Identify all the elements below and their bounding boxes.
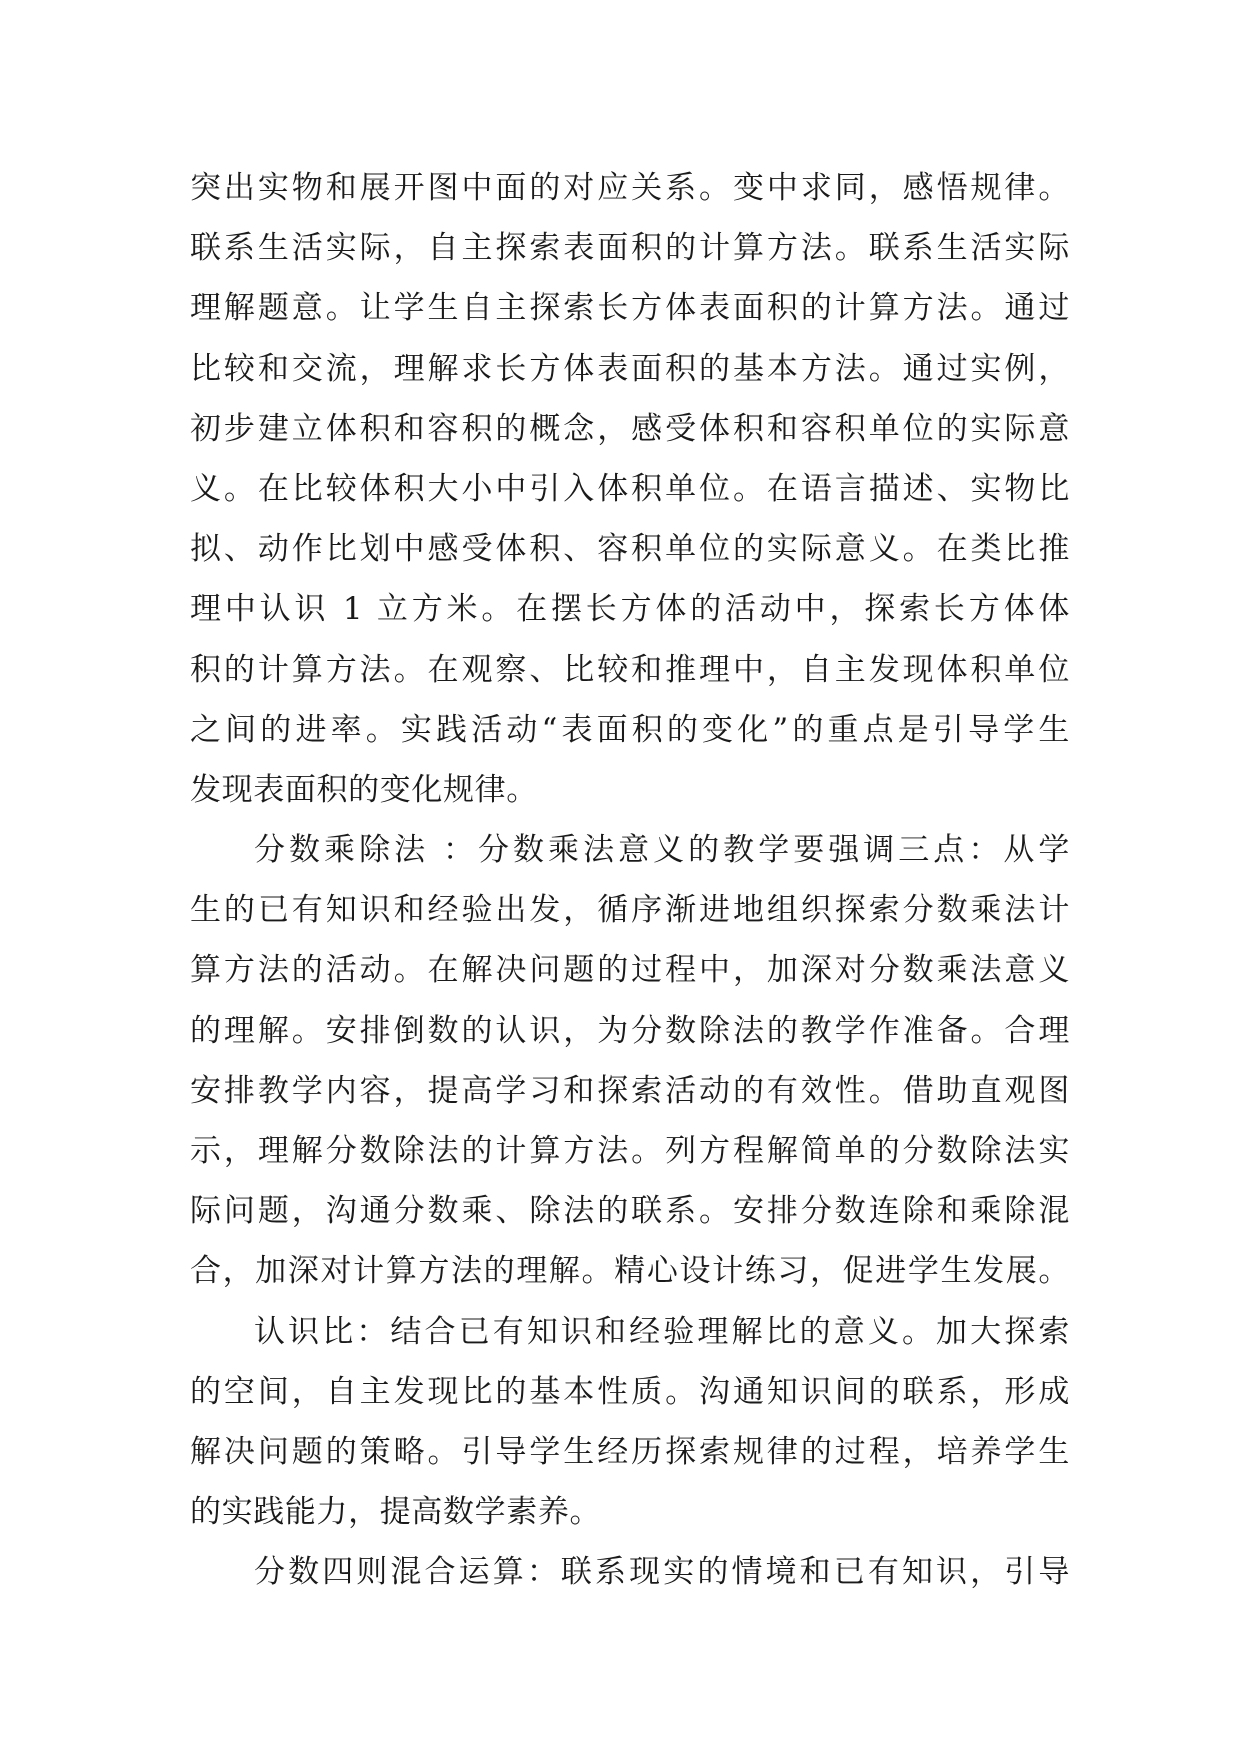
text-line: 初步建立体积和容积的概念，感受体积和容积单位的实际意: [190, 410, 1070, 447]
text-line: 解决问题的策略。引导学生经历探索规律的过程，培养学生: [190, 1433, 1070, 1470]
text-line: 之间的进率。实践活动“表面积的变化”的重点是引导学生: [190, 711, 1070, 748]
text-line: 突出实物和展开图中面的对应关系。变中求同，感悟规律。: [190, 170, 1070, 206]
text-line: 合，加深对计算方法的理解。精心设计练习，促进学生发展。: [190, 1253, 1070, 1290]
text-line: 的实践能力，提高数学素养。: [190, 1494, 602, 1531]
text-line: 比较和交流，理解求长方体表面积的基本方法。通过实例，: [190, 350, 1070, 387]
text-line: 积的计算方法。在观察、比较和推理中，自主发现体积单位: [190, 651, 1070, 688]
text-line: 际问题，沟通分数乘、除法的联系。安排分数连除和乘除混: [190, 1193, 1070, 1230]
text-line: 义。在比较体积大小中引入体积单位。在语言描述、实物比: [190, 470, 1070, 507]
text-line: 示，理解分数除法的计算方法。列方程解简单的分数除法实: [190, 1133, 1070, 1169]
text-line: 认识比：结合已有知识和经验理解比的意义。加大探索: [254, 1313, 1070, 1350]
text-line: 联系生活实际，自主探索表面积的计算方法。联系生活实际: [190, 230, 1070, 267]
text-line: 分数四则混合运算：联系现实的情境和已有知识，引导: [254, 1554, 1070, 1591]
text-line: 算方法的活动。在解决问题的过程中，加深对分数乘法意义: [190, 952, 1070, 989]
text-line: 的理解。安排倒数的认识，为分数除法的教学作准备。合理: [190, 1012, 1070, 1049]
document-body: [190, 158, 1070, 1603]
text-line: 安排教学内容，提高学习和探索活动的有效性。借助直观图: [190, 1072, 1070, 1109]
text-line: 理解题意。让学生自主探索长方体表面积的计算方法。通过: [190, 290, 1070, 327]
text-line: 理中认识 1 立方米。在摆长方体的活动中，探索长方体体: [190, 591, 1070, 628]
text-line: 分数乘除法 ：分数乘法意义的教学要强调三点：从学: [254, 832, 1070, 869]
text-line: 生的已有知识和经验出发，循序渐进地组织探索分数乘法计: [190, 892, 1070, 929]
text-line: 的空间，自主发现比的基本性质。沟通知识间的联系，形成: [190, 1373, 1070, 1410]
text-line: 拟、动作比划中感受体积、容积单位的实际意义。在类比推: [190, 531, 1070, 568]
text-line: 发现表面积的变化规律。: [190, 771, 538, 808]
